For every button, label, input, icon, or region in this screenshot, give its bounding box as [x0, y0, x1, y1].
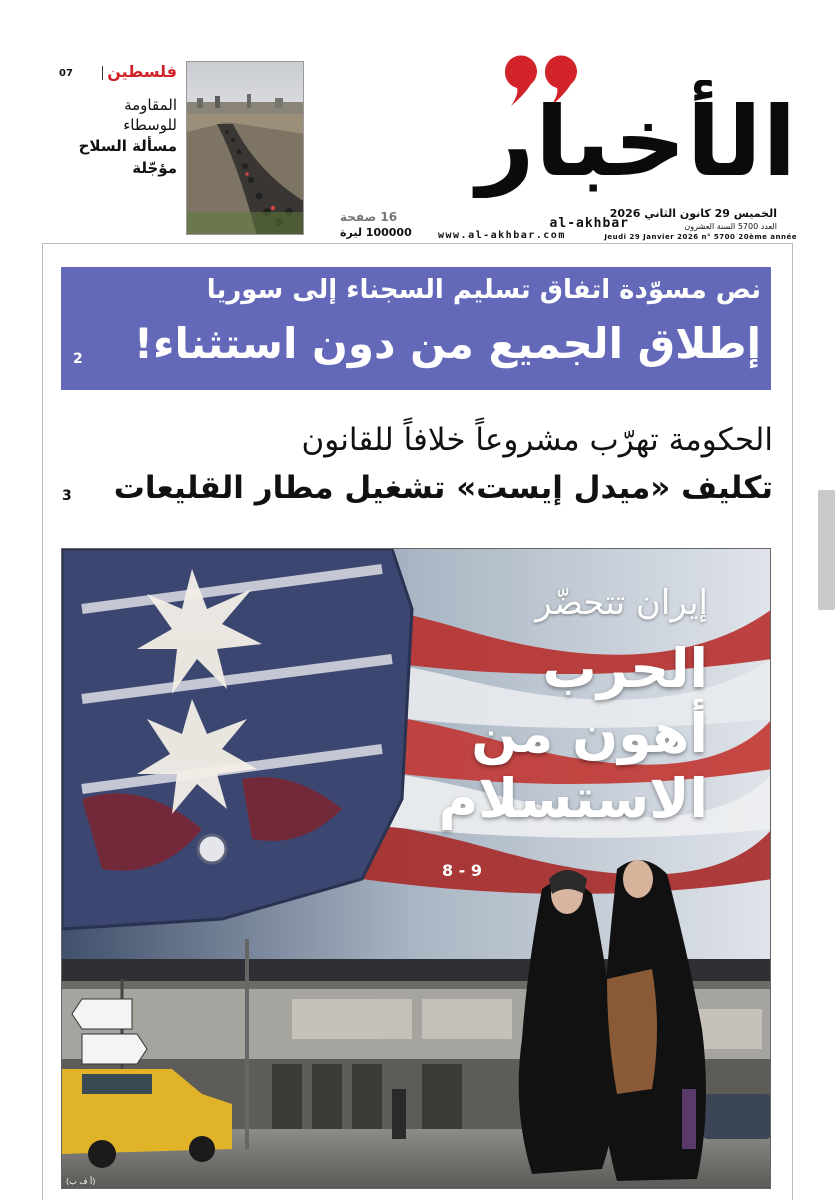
page-count: 16 صفحة [340, 210, 398, 224]
crowd-photo-image [187, 62, 304, 235]
teaser-line: مؤجّلة [132, 159, 177, 177]
lead-headline-box[interactable] [61, 267, 771, 390]
teaser-section: فلسطين [107, 62, 177, 81]
teaser-line: للوسطاء [123, 116, 177, 134]
lead-headline: إطلاق الجميع من دون استثناء! [133, 319, 761, 368]
lead-kicker: نص مسوّدة اتفاق تسليم السجناء إلى سوريا [206, 275, 761, 305]
second-page: 3 [62, 488, 72, 504]
cover-headline-line: الاستسلام [438, 767, 708, 830]
teaser-line: المقاومة [124, 96, 177, 114]
logo-arabic: الأخبار [477, 86, 797, 198]
date-arabic: الخميس 29 كانون الثاني 2026 [609, 207, 777, 220]
teaser-block[interactable] [55, 62, 177, 179]
date-french: Jeudi 29 Janvier 2026 n° 5700 20ème année [604, 233, 797, 241]
second-headline[interactable]: تكليف «ميدل إيست» تشغيل مطار القليعات [113, 470, 773, 506]
cover-kicker: إيران تتحضّر [535, 583, 708, 623]
scrollbar-thumb[interactable] [818, 490, 835, 610]
cover-pages: 8 - 9 [441, 861, 482, 880]
divider [102, 66, 103, 80]
website-link[interactable]: www.al-akhbar.com [438, 230, 566, 241]
cover-headline-line: أهون من [471, 702, 708, 765]
cover-photo[interactable] [61, 548, 771, 1189]
logo-latin: al-akhbar [549, 216, 629, 231]
teaser-photo[interactable] [186, 61, 304, 235]
cover-headline-line: الحرب [542, 637, 708, 700]
photo-credit: (أ ف ب) [66, 1177, 96, 1186]
price: 100000 ليرة [340, 226, 412, 239]
second-kicker[interactable]: الحكومة تهرّب مشروعاً خلافاً للقانون [301, 422, 773, 458]
teaser-line: مسألة السلاح [78, 137, 177, 155]
teaser-page: 07 [59, 68, 73, 79]
lead-page: 2 [73, 351, 83, 367]
issue-arabic: العدد 5700 السنة العشرون [684, 222, 777, 231]
